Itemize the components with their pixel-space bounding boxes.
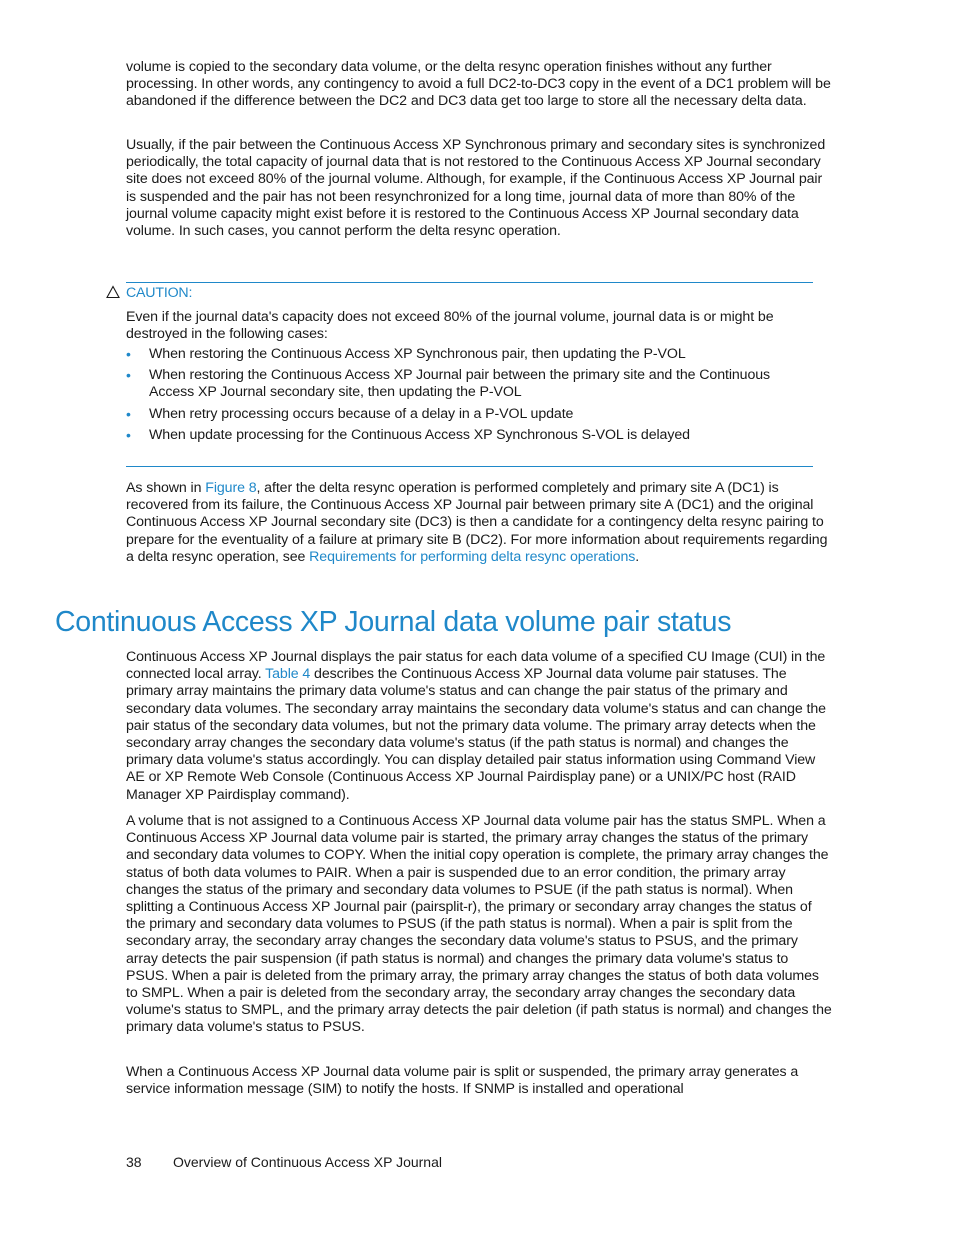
body-paragraph: When a Continuous Access XP Journal data volume pair is split or suspended, the primary array generates a service information message (SIM) to notify the hosts. If SNMP is installed and operational [126,1064,799,1098]
caution-intro: Even if the journal data's capacity does not exceed 80% of the journal volume, journal data is or might be destroyed in the following cases: [126,309,774,343]
section-heading: Continuous Access XP Journal data volume pair status [55,606,732,638]
list-item [126,346,816,363]
bullet-icon: • [126,346,131,362]
page-number: 38 [126,1154,142,1170]
list-item-text: When restoring the Continuous Access XP Journal pair between the primary site and the Continuous Access XP Journal secondary site, then updating the P-VOL [149,367,771,401]
footer-chapter-title: Overview of Continuous Access XP Journal [173,1154,442,1170]
text-run: describes the Continuous Access XP Journal data volume pair statuses. The primary array maintains the primary data volume's status and can change the pair status of the primary and secondary data volumes. The secondary array maintains the secondary data volume's status and can change the pair status of the secondary data volumes, but not the primary data volume. The primary array detects when the secondary array changes the secondary data volume's status (if the path status is normal) and changes the primary data volume's status accordingly. You can display detailed pair status information using Command View AE or XP Remote Web Console (Continuous Access XP Journal Pairdisplay pane) or a UNIX/PC host (RAID Manager XP Pairdisplay command). [126,666,826,803]
list-item [126,406,816,423]
list-item-text: When restoring the Continuous Access XP Synchronous pair, then updating the P-VOL [149,346,686,362]
table-4-link[interactable]: Table 4 [265,666,311,683]
body-paragraph: Usually, if the pair between the Continuous Access XP Synchronous primary and secondary sites is synchronized periodically, the total capacity of journal data that is not restored to the Continuous Access XP Journal secondary site does not exceed 80% of the journal volume. Although, for example, if the Continuous Access XP Journal pair is suspended and the pair has not been resynchronized for a long time, journal data of more than 80% of the journal volume capacity might exist before it is restored to the Continuous Access XP Journal secondary data volume. In such cases, you cannot perform the delta resync operation. [126,137,826,240]
body-paragraph: volume is copied to the secondary data volume, or the delta resync operation finishes without any further processing. In other words, any contingency to avoid a full DC2-to-DC3 copy in the event of a DC1 problem will be abandoned if the difference between the DC2 and DC3 data get too large to store all the necessary delta data. [126,59,831,110]
body-paragraph: A volume that is not assigned to a Continuous Access XP Journal data volume pair has the status SMPL. When a Continuous Access XP Journal data volume pair is started, the primary array changes the status of the primary and secondary data volumes to COPY. When the initial copy operation is complete, the primary array changes the status of both data volumes to PAIR. When a pair is suspended due to an error condition, the primary array changes the status of the primary and secondary data volumes to PSUE (if the path status is normal). When splitting a Continuous Access XP Journal pair (pairsplit-r), the primary or secondary array changes the status of the primary and secondary data volumes to PSUS (if the path status is normal). When a pair is split from the secondary array, the secondary array changes the secondary data volume's status to PSUS, and the primary array detects the pair suspension (if path status is normal) and changes the primary data volume's status to PSUS. When a pair is deleted from the primary array, the primary array changes the status of both data volumes to SMPL. When a pair is deleted from the secondary array, the secondary array changes the secondary data volume's status to SMPL, and the primary array detects the pair deletion (if path status is normal) and changes the primary data volume's status to PSUS. [126,813,832,1036]
text-run: As shown in [126,480,206,496]
figure-8-link[interactable]: Figure 8 [205,480,257,496]
caution-bullet-list [126,346,816,448]
list-item-text: When update processing for the Continuous Access XP Synchronous S-VOL is delayed [149,426,690,443]
text-run: , after the delta resync operation is performed completely and primary site A (DC1) is recovered from its failure, the Continuous Access XP Journal pair between primary site A (DC1) and the original Continuous Access XP Journal secondary site (DC3) is then a candidate for a contingency delta resync pairing to prepare for the eventuality of a failure at primary site B (DC2). For more information about requirements regarding a delta resync operation, see [126,480,828,565]
body-paragraph [126,649,832,804]
list-item [126,427,816,444]
delta-resync-requirements-link[interactable]: Requirements for performing delta resync operations [309,548,636,565]
caution-top-rule [126,282,813,283]
caution-label: CAUTION: [126,285,193,301]
caution-bottom-rule [126,466,813,467]
bullet-icon: • [126,405,131,422]
text-run: Continuous Access XP Journal displays the pair status for each data volume of a specified CU Image (CUI) in the connected local array. [126,649,826,683]
text-run: . [635,548,640,565]
body-paragraph [126,480,832,566]
list-item [126,367,816,401]
bullet-icon: • [126,367,131,384]
caution-triangle-icon [106,285,120,299]
bullet-icon: • [126,426,131,443]
list-item-text: When retry processing occurs because of a delay in a P-VOL update [149,405,574,422]
